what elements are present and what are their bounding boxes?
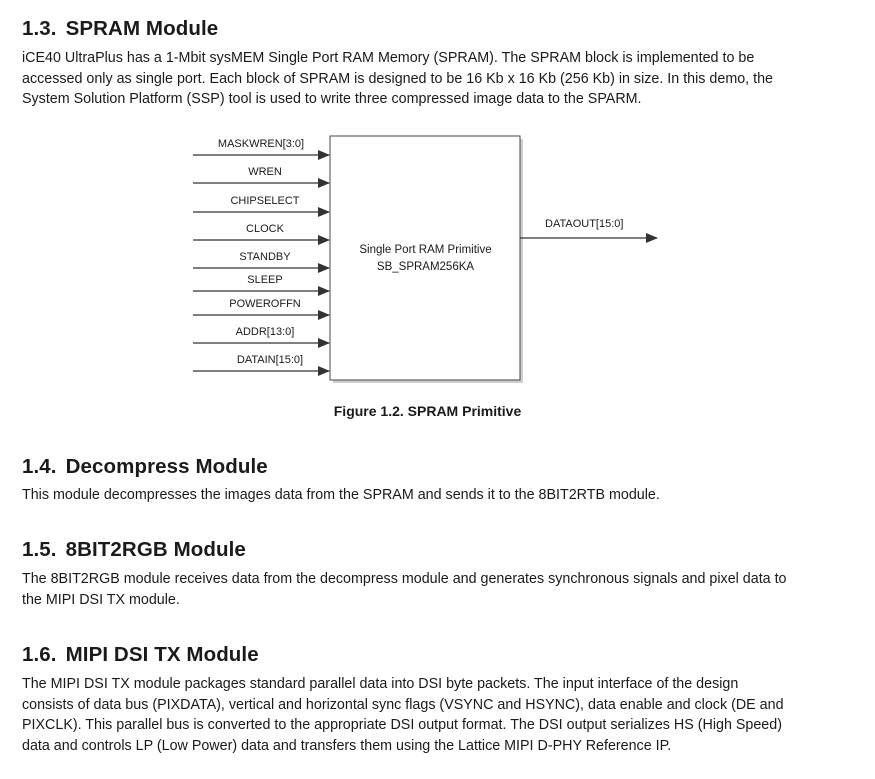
- paragraph-line: accessed only as single port. Each block of SPRAM is designed to be 16 Kb x 16 Kb (256 Kb) in size. In this demo, the: [22, 70, 773, 87]
- figure-caption: Figure 1.2. SPRAM Primitive: [333, 403, 522, 419]
- paragraph-line: consists of data bus (PIXDATA), vertical and horizontal sync flags (VSYNC and HSYNC), data enable and clock (DE and: [22, 696, 784, 713]
- signal-label: STANDBY: [239, 251, 291, 263]
- signal-label: SLEEP: [247, 274, 283, 286]
- signal-label: POWEROFFN: [229, 298, 301, 310]
- signal-label: WREN: [248, 166, 282, 178]
- paragraph-line: data and controls LP (Low Power) data and transfers them using the Lattice MIPI D-PHY Reference IP.: [22, 737, 672, 754]
- section-number: 1.5.: [22, 538, 57, 561]
- signal-label: CLOCK: [246, 223, 284, 235]
- section-paragraph-decompress: [22, 485, 862, 506]
- block-label-line: Single Port RAM Primitive: [359, 244, 492, 256]
- section-title: MIPI DSI TX Module: [65, 643, 259, 666]
- signal-label: DATAIN[15:0]: [236, 354, 304, 366]
- paragraph-line: PIXCLK). This parallel bus is converted to the appropriate DSI output format. The DSI output serializes HS (High Speed): [22, 717, 782, 733]
- section-heading-8bit2rgb: [22, 538, 246, 562]
- block-label: [331, 242, 520, 276]
- paragraph-line: System Solution Platform (SSP) tool is used to write three compressed image data to the SPARM.: [22, 91, 642, 107]
- section-heading-mipi-dsi-tx: [22, 643, 259, 667]
- paragraph-line: This module decompresses the images data from the SPRAM and sends it to the 8BIT2RTB module.: [22, 487, 660, 503]
- section-paragraph-mipi-dsi-tx: [22, 674, 862, 756]
- paragraph-line: The 8BIT2RGB module receives data from the decompress module and generates synchronous signals and pixel data to: [22, 571, 787, 587]
- signal-label: MASKWREN[3:0]: [217, 138, 305, 150]
- section-title: SPRAM Module: [65, 17, 219, 40]
- signal-label: CHIPSELECT: [230, 195, 300, 207]
- output-signal-label: DATAOUT[15:0]: [545, 218, 624, 230]
- paragraph-line: the MIPI DSI TX module.: [22, 591, 180, 608]
- paragraph-line: The MIPI DSI TX module packages standard parallel data into DSI byte packets. The input interface of the design: [22, 676, 739, 692]
- section-title: Decompress Module: [65, 455, 268, 478]
- section-title: 8BIT2RGB Module: [65, 538, 246, 561]
- signal-label: ADDR[13:0]: [235, 326, 295, 338]
- block-label-line: SB_SPRAM256KA: [376, 261, 475, 273]
- section-paragraph-8bit2rgb: [22, 569, 862, 610]
- paragraph-line: iCE40 UltraPlus has a 1-Mbit sysMEM Single Port RAM Memory (SPRAM). The SPRAM block is implemented to be: [22, 50, 755, 66]
- section-number: 1.4.: [22, 455, 57, 478]
- section-number: 1.6.: [22, 643, 57, 666]
- section-heading-decompress: [22, 455, 268, 479]
- section-number: 1.3.: [22, 17, 57, 40]
